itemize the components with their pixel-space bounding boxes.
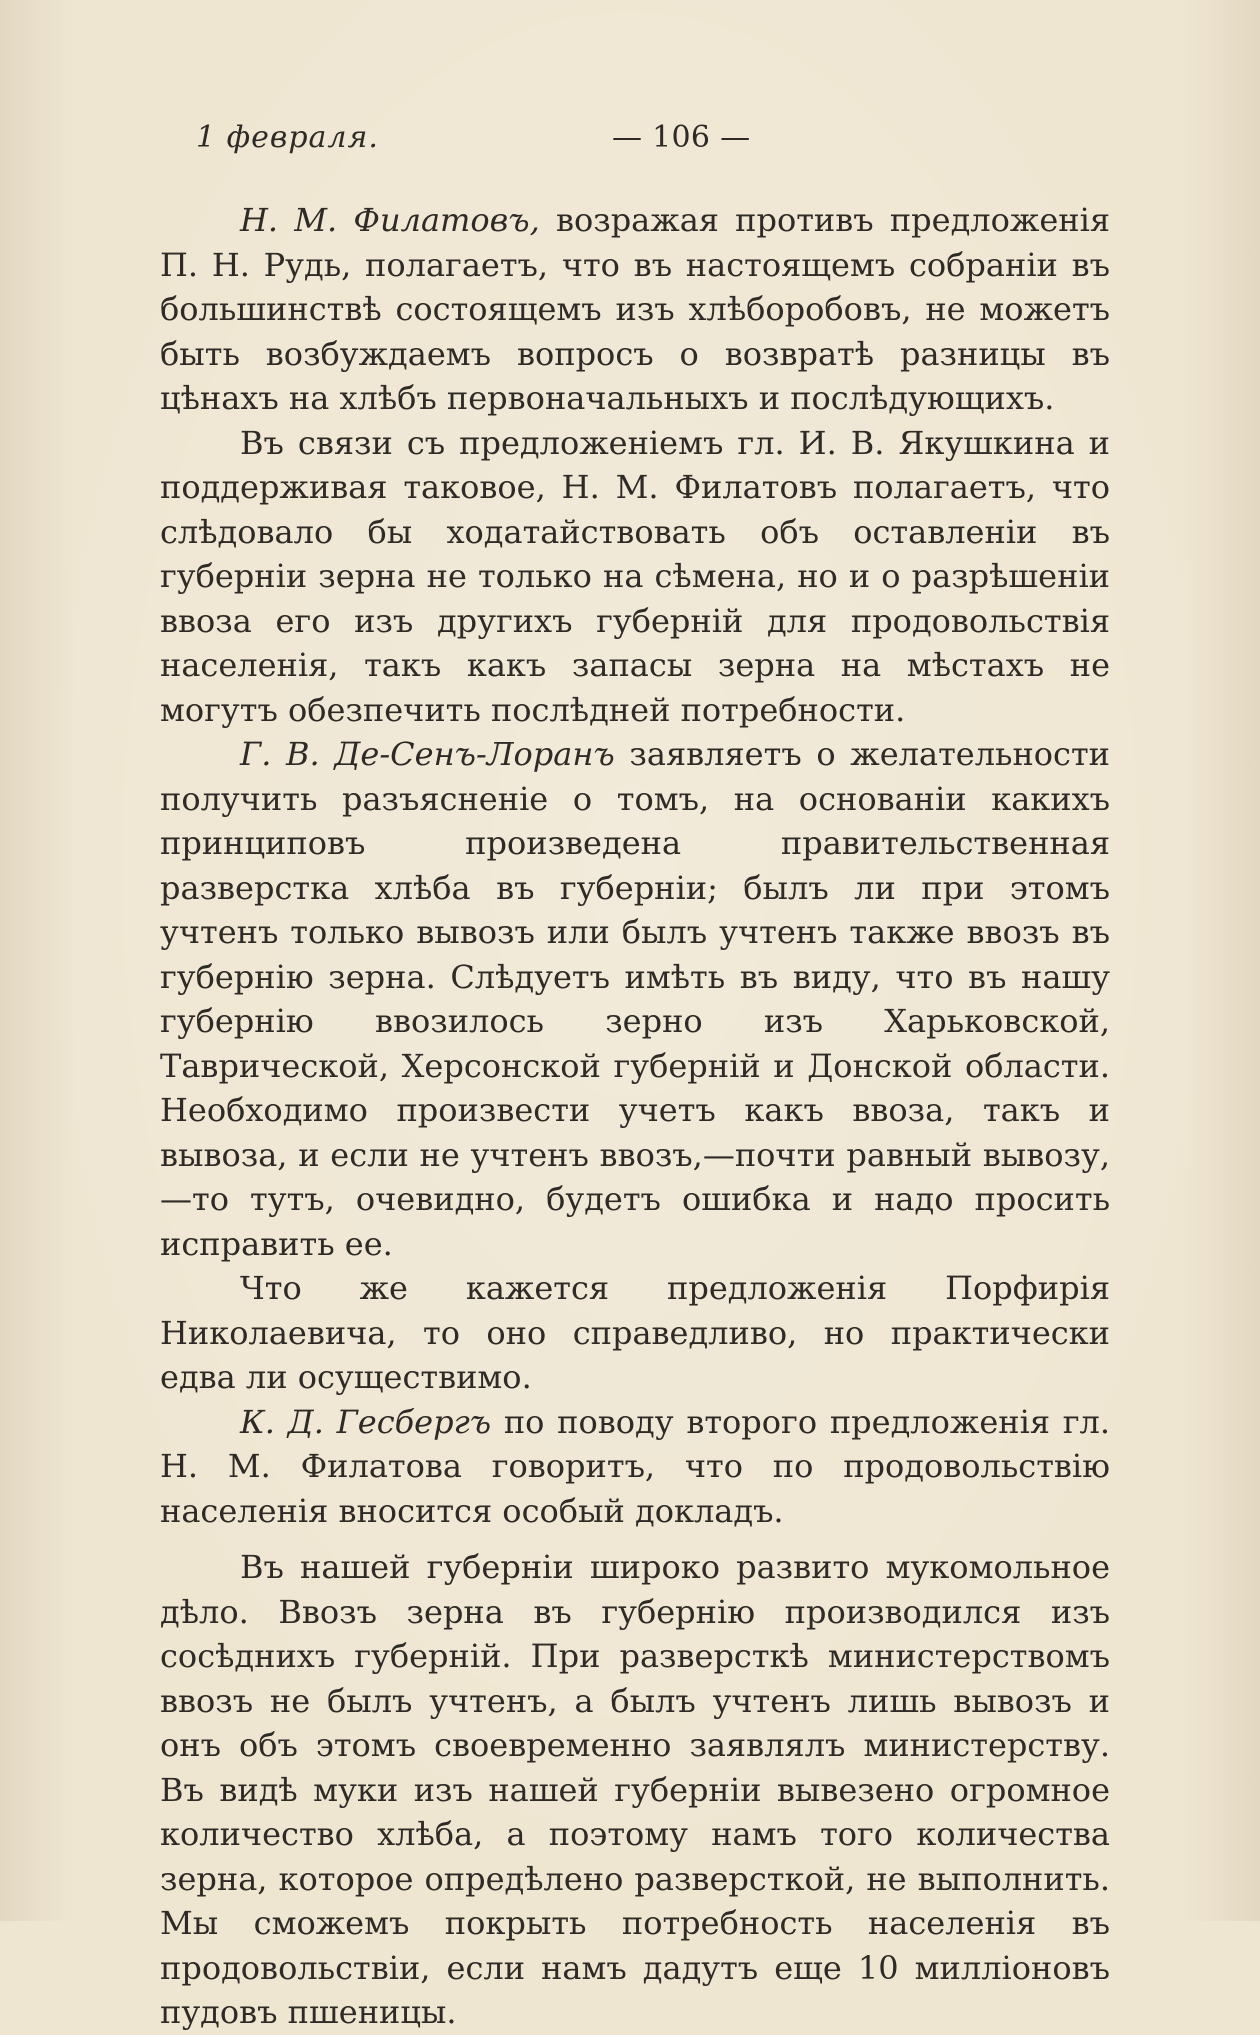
paragraph-text: Въ связи съ предложеніемъ гл. И. В. Якушкина и поддерживая таковое, Н. М. Филатовъ полагаетъ, что слѣдовало бы ходатайствовать объ оставленіи въ губерніи зерна не только на сѣмена, но и о разрѣшеніи ввоза его изъ другихъ губерній для продовольствія населенія, такъ какъ запасы зерна на мѣстахъ не могутъ обезпечить послѣдней потребности. <box>160 423 1110 729</box>
paragraph-text: Что же кажется предложенія Порфирія Николаевича, то оно справедливо, но практически едва ли осуществимо. <box>160 1269 1110 1396</box>
page-number: — 106 — <box>612 120 751 155</box>
paragraph <box>160 1266 1110 1400</box>
body-text <box>160 198 1110 2035</box>
speaker-name: Н. М. Филатовъ, <box>240 201 540 239</box>
paragraph-text: по поводу второго предложенія гл. Н. М. Филатова говоритъ, что по продовольствію населенія вносится особый докладъ. <box>160 1402 1111 1530</box>
speaker-name: К. Д. Гесбергъ <box>240 1402 492 1441</box>
header-date: 1 февраля. <box>196 120 379 155</box>
paragraph <box>160 1545 1110 2035</box>
paragraph-text: заявляетъ о желательности получить разъясненіе о томъ, на основаніи какихъ принциповъ произведена правительственная разверстка хлѣба въ губерніи; былъ ли при этомъ учтенъ только вывозъ или былъ учтенъ также ввозъ въ губернію зерна. Слѣдуетъ имѣть въ виду, что въ нашу губернію ввозилось зерно изъ Харьковской, Таврической, Херсонской губерній и Донской области. Необходимо произвести учетъ какъ ввоза, такъ и вывоза, и если не учтенъ ввозъ,—почти равный вывозу,—то тутъ, очевидно, будетъ ошибка и надо просить исправить ее. <box>160 735 1111 1263</box>
paragraph <box>160 732 1110 1266</box>
paragraph-text: возражая противъ предложенія П. Н. Рудь, полагаетъ, что въ настоящемъ собраніи въ большинствѣ состоящемъ изъ хлѣборобовъ, не можетъ быть возбуждаемъ вопросъ о возвратѣ разницы въ цѣнахъ на хлѣбъ первоначальныхъ и послѣдующихъ. <box>160 201 1111 417</box>
paragraph-text: Въ нашей губерніи широко развито мукомольное дѣло. Ввозъ зерна въ губернію производился изъ сосѣднихъ губерній. При разверсткѣ министерствомъ ввозъ не былъ учтенъ, а былъ учтенъ лишь вывозъ и онъ объ этомъ своевременно заявлялъ министерству. Въ видѣ муки изъ нашей губерніи вывезено огромное количество хлѣба, а поэтому намъ того количества зерна, которое опредѣлено разверсткой, не выполнить. Мы сможемъ покрыть потребность населенія въ продовольствіи, если намъ дадутъ еще 10 милліоновъ пудовъ пшеницы. <box>160 1548 1110 2031</box>
paragraph <box>160 198 1110 421</box>
page-header <box>160 120 1110 160</box>
paragraph <box>160 1400 1110 1534</box>
speaker-name: Г. В. Де-Сенъ-Лоранъ <box>240 735 615 773</box>
paragraph <box>160 421 1110 733</box>
